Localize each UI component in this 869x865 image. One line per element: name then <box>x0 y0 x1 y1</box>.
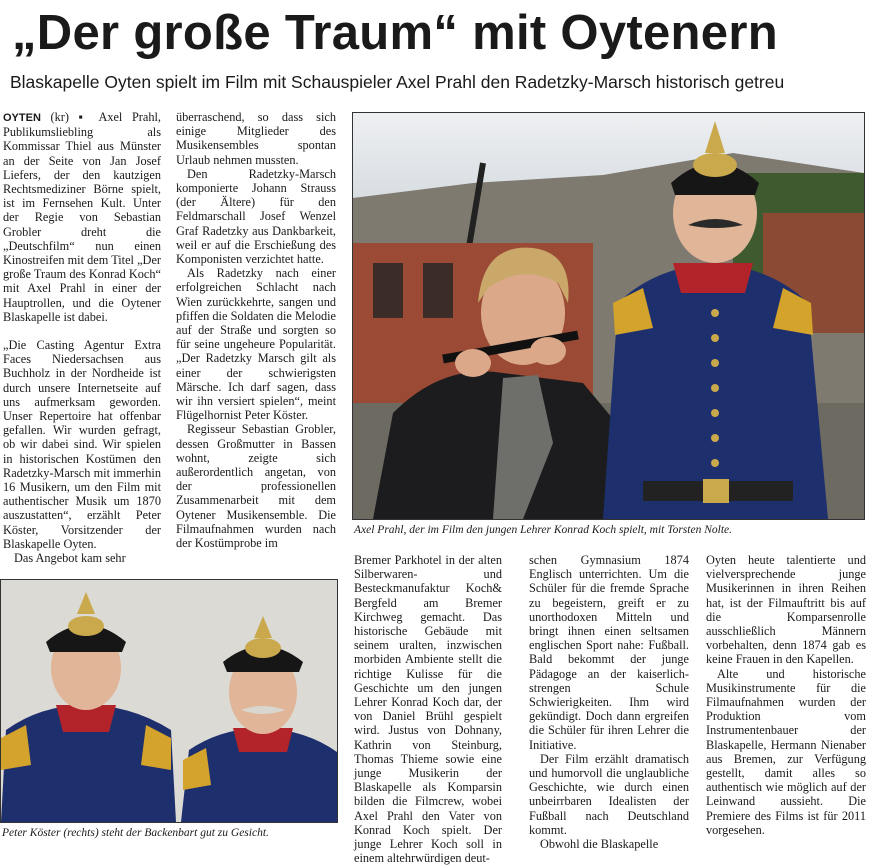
paragraph: „Die Casting Agentur Extra Faces Niedersachsen aus Buchholz in der Nordheide ist durch unsere Internetseite auf uns aufmerksam geworden. Unser Repertoire hat offenbar gefallen. Wir wurden gefragt, ob wir dabei sind. Wir spielen in historischen Kostümen den Radetzky-Marsch mit immerhin 16 Musikern, um den Film mit authentischer Musik um 1870 auszustatten“, erzählt Peter Köster, Vorsitzender der Blaskapelle Oyten. <box>3 338 161 551</box>
paragraph: Als Radetzky nach einer erfolgreichen Schlacht nach Wien zurückkehrte, sangen und pfiffen die Soldaten die Melodie auf der Straße und sorgten so für seine ungeheure Popularität. „Der Radetzky Marsch gilt als einer der schwierigsten Märsche. Ich darf sagen, dass wir ihn versiert spielen“, meint Flügelhornist Peter Köster. <box>176 266 336 423</box>
paragraph: Oyten heute talentierte und vielversprechende junge Musikerinnen in ihren Reihen hat, ist der Filmauftritt bis auf die Komparsenrolle ausschließlich Männern vorbehalten, denn 1874 gab es keine Frauen in den Kapellen. <box>706 553 866 667</box>
paragraph: schen Gymnasium 1874 Englisch unterrichten. Um die Schüler für die fremde Sprache zu begeistern, greift er zu unorthodoxen Mitteln und bringt ihnen einen seltsamen englischen Sport nahe: Fußball. Bald bekommt der junge Pädagoge an der kaiserlich-strengen Schule Schwierigkeiten. Ihm wird gekündigt. Doch dann ergreifen die Schüler für ihren Lehrer die Initiative. <box>529 553 689 752</box>
photo-image <box>353 113 864 519</box>
paragraph: Regisseur Sebastian Grobler, dessen Großmutter in Bassen wohnt, zeigte sich außerordentlich angetan, von der professionellen Zusammenarbeit mit dem Oytener Musikensemble. Die Filmaufnahmen wurden nach der Kostümprobe im <box>176 422 336 551</box>
paragraph: überraschend, so dass sich einige Mitglieder des Musikensembles spontan Urlaub nehmen mussten. <box>176 110 336 167</box>
paragraph: Den Radetzky-Marsch komponierte Johann Strauss (der Ältere) für den Feldmarschall Josef Wenzel Graf Radetzky aus Dankbarkeit, weil er auf die Erschießung des Komponisten verzichtet hatte. <box>176 166 336 267</box>
paragraph: Das Angebot kam sehr <box>14 551 126 566</box>
article-column-2 <box>176 110 336 550</box>
photo-caption-bottom: Peter Köster (rechts) steht der Backenbart gut zu Gesicht. <box>2 827 269 839</box>
article-column-5 <box>706 553 866 837</box>
paragraph-text: Axel Prahl, Publikumsliebling als Kommissar Thiel aus Münster an der Seite von Jan Josef Liefers, der den kautzigen Rechtsmediziner Börne spielt, ist im Fernsehen Kult. Unter der Regie von Sebastian Grobler dreht die „Deutschfilm“ nun einen Kinostreifen mit dem Titel „Der große Traum des Konrad Koch“ mit Axel Prahl in einer der Hauptrollen, und die Oytener Blaskapelle ist dabei. <box>3 110 161 324</box>
dateline: OYTEN <box>3 112 41 124</box>
author-tag: (kr) <box>50 110 69 124</box>
paragraph: Bremer Parkhotel in der alten Silberwaren- und Besteckmanufaktur Koch& Bergfeld am Bremer Kirchweg gemacht. Das historische Gebäude mit seinem uralten, inzwischen morbiden Ambiente stellt die richtige Kulisse für die Geschichte um den jungen Lehrer Konrad Koch dar, der von Daniel Brühl gespielt wird. Justus von Dohnany, Kathrin von Steinburg, Thomas Thieme sowie eine junge Musikerin der Blaskapelle als Komparsin bilden die Filmcrew, wobei Axel Prahl den Vater von Konrad Koch spielt. Der junge Lehrer Koch soll in einem altehrwürdigen deut- <box>354 553 502 865</box>
photo-image <box>1 580 337 822</box>
article-column-4 <box>529 553 689 851</box>
article-column-3 <box>354 553 502 865</box>
article-column-1 <box>3 110 161 565</box>
photo-peter-koester <box>0 579 338 823</box>
photo-caption-top: Axel Prahl, der im Film den jungen Lehrer Konrad Koch spielt, mit Torsten Nolte. <box>354 524 732 536</box>
paragraph: Alte und historische Musikinstrumente für die Filmaufnahmen wurden der Produktion vom Instrumentenbauer der Blaskapelle, Hermann Nienaber aus Bremen, zur Verfügung gestellt, damit alles so authentisch wie möglich auf der Leinwand aussieht. Die Premiere des Films ist für 2011 vorgesehen. <box>706 666 866 837</box>
paragraph: Obwohl die Blaskapelle <box>540 837 659 852</box>
paragraph: Der Film erzählt dramatisch und humorvoll die unglaubliche Geschichte, wie durch einen unbeirrbaren Idealisten der Fußball nach Deutschland kommt. <box>529 751 689 837</box>
photo-axel-prahl-torsten-nolte <box>352 112 865 520</box>
headline: „Der große Traum“ mit Oytenern <box>12 6 778 60</box>
subheadline: Blaskapelle Oyten spielt im Film mit Schauspieler Axel Prahl den Radetzky-Marsch historisch getreu <box>10 72 785 92</box>
paragraph: OYTEN (kr) ▪ Axel Prahl, Publikumsliebling als Kommissar Thiel aus Münster an der Seite von Jan Josef Liefers, der den kautzigen Rechtsmediziner Börne spielt, ist im Fernsehen Kult. Unter der Regie von Sebastian Grobler dreht die „Deutschfilm“ nun einen Kinostreifen mit dem Titel „Der große Traum des Konrad Koch“ mit Axel Prahl in einer der Hauptrollen, und die Oytener Blaskapelle ist dabei. <box>3 110 161 324</box>
